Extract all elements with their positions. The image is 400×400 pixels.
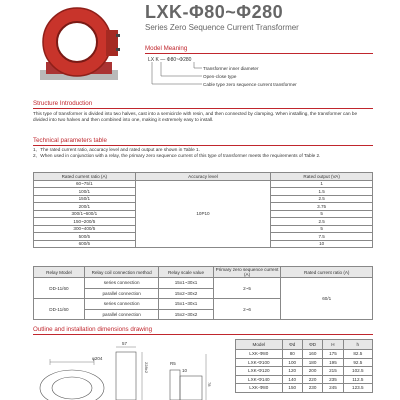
dimension-drawing xyxy=(30,340,230,400)
t3-cell: 235 xyxy=(323,375,343,384)
t2-model: DD-11/60 xyxy=(34,278,85,299)
t1-output: 7.5 xyxy=(271,233,373,241)
t1-ratio: 100/1 xyxy=(34,188,136,196)
t3-cell: LXK-Φ120 xyxy=(236,367,283,376)
t3-cell: LXK-Φ80 xyxy=(236,384,283,393)
t1-output: 5 xyxy=(271,210,373,218)
t3-cell: 215 xyxy=(323,367,343,376)
dim-b: 78 xyxy=(207,382,212,387)
t1-ratio: 150~200/5 xyxy=(34,218,136,226)
t1-header-output: Rated output (VA) xyxy=(271,173,373,181)
t2-scale: 15x1~30x1 xyxy=(159,299,213,310)
t1-header-ratio: Rated current ratio (A) xyxy=(34,173,136,181)
structure-heading: Structure Introduction xyxy=(33,100,93,107)
t2-method: series connection xyxy=(84,278,159,289)
t3-header-D: ΦD xyxy=(302,340,322,350)
technical-heading: Technical parameters table xyxy=(33,137,107,144)
t2-scale: 15x1~30x1 xyxy=(159,278,213,289)
t3-cell: 195 xyxy=(323,358,343,367)
t2-header-scale: Relay scale value xyxy=(159,267,213,278)
model-label-cable-type: Cable type zero sequence current transformer xyxy=(203,82,297,87)
t1-output: 3.75 xyxy=(271,203,373,211)
t1-ratio: 150/1 xyxy=(34,195,136,203)
t3-cell: LXK-Φ80 xyxy=(236,350,283,359)
t3-cell: 120 xyxy=(282,367,302,376)
t2-method: parallel connection xyxy=(84,288,159,299)
table-row xyxy=(34,180,373,188)
outline-heading: Outline and installation dimensions drawing xyxy=(33,326,153,333)
dim-width: 57 xyxy=(122,341,128,346)
technical-note-1: 1、The rated current ratio, accuracy level and rated output are shown in Table 1. xyxy=(33,147,200,152)
t3-cell: 230 xyxy=(302,384,322,393)
structure-rule xyxy=(33,108,373,109)
t3-cell: 112.5 xyxy=(343,375,372,384)
t2-scale: 15x2~30x2 xyxy=(159,309,213,320)
t3-cell: 200 xyxy=(302,367,322,376)
t1-output: 2.5 xyxy=(271,195,373,203)
t1-header-accuracy: Accuracy level xyxy=(135,173,271,181)
page-subtitle: Series Zero Sequence Current Transformer xyxy=(145,23,299,32)
table-row xyxy=(236,384,373,393)
t1-ratio: 300~400/5 xyxy=(34,225,136,233)
t2-header-model: Relay Model xyxy=(34,267,85,278)
t2-model: DD-11/60 xyxy=(34,299,85,320)
t3-cell: 100 xyxy=(282,358,302,367)
t3-cell: 102.5 xyxy=(343,367,372,376)
t2-primary: 2~5 xyxy=(213,278,281,299)
page-title: LXK-Φ80~Φ280 xyxy=(145,2,284,22)
t3-cell: 160 xyxy=(302,350,322,359)
t2-scale: 15x2~30x2 xyxy=(159,288,213,299)
model-meaning-rule xyxy=(145,53,373,54)
t2-ratio: 60/1 xyxy=(281,278,373,320)
table-row xyxy=(236,350,373,359)
table-row xyxy=(236,367,373,376)
t2-header-method: Relay coil connection method xyxy=(84,267,159,278)
t2-header-primary: Primary zero sequence current (A) xyxy=(213,267,281,278)
t3-header-h: h xyxy=(343,340,372,350)
product-photo xyxy=(30,4,125,86)
dim-10: 10 xyxy=(182,368,188,373)
t3-cell: 92.5 xyxy=(343,358,372,367)
table-row xyxy=(34,278,373,289)
relay-table xyxy=(33,266,373,320)
t2-method: series connection xyxy=(84,299,159,310)
t3-cell: LXK-Φ140 xyxy=(236,375,283,384)
t2-method: parallel connection xyxy=(84,309,159,320)
t1-output: 5 xyxy=(271,225,373,233)
t1-accuracy: 10P10 xyxy=(135,180,271,248)
t3-header-H: H xyxy=(323,340,343,350)
model-leader-lines xyxy=(148,62,204,92)
technical-rule xyxy=(33,145,373,146)
table-row xyxy=(236,358,373,367)
t1-ratio: 600/5 xyxy=(34,240,136,248)
t1-output: 2.5 xyxy=(271,218,373,226)
t3-header-d: Φd xyxy=(282,340,302,350)
outline-rule xyxy=(33,334,373,335)
t3-cell: 150 xyxy=(282,384,302,393)
model-label-diameter: Transformer inner diameter xyxy=(203,66,259,71)
dimensions-table xyxy=(235,339,373,393)
t3-cell: 175 xyxy=(323,350,343,359)
technical-note-2: 2、When used in conjunction with a relay, the primary zero sequence current of this type of transformer meets the requirements of Table 2. xyxy=(33,153,321,158)
dim-radius: R5 xyxy=(170,361,176,366)
t1-ratio: 500/5 xyxy=(34,233,136,241)
t2-primary: 2~6 xyxy=(213,299,281,320)
t3-cell: 82.5 xyxy=(343,350,372,359)
structure-text: This type of transformer is divided into two halves, cast into a semicircle with resin, and then connected by clamping. When installing, the transformer can be divided into two halves and then combined into one, making it extremely easy to install. xyxy=(33,111,358,122)
t1-output: 1.5 xyxy=(271,188,373,196)
rated-current-table xyxy=(33,172,373,248)
t1-ratio: 60~75/1 xyxy=(34,180,136,188)
t3-cell: 80 xyxy=(282,350,302,359)
t3-cell: 123.5 xyxy=(343,384,372,393)
model-label-open-close: Open-close type xyxy=(203,74,237,79)
model-meaning-heading: Model Meaning xyxy=(145,45,188,52)
t3-cell: LXK-Φ100 xyxy=(236,358,283,367)
model-code: LX K — Φ80~Φ280 xyxy=(148,57,192,63)
t3-cell: 180 xyxy=(302,358,322,367)
t3-cell: 140 xyxy=(282,375,302,384)
t2-header-ratio: Rated current ratio (A) xyxy=(281,267,373,278)
dim-height: 228±2 xyxy=(144,362,149,374)
t3-header-model: Model xyxy=(236,340,283,350)
dim-od: φ204 xyxy=(92,356,103,361)
t1-ratio: 200/1 xyxy=(34,203,136,211)
t1-output: 10 xyxy=(271,240,373,248)
t1-output: 1 xyxy=(271,180,373,188)
t3-cell: 245 xyxy=(323,384,343,393)
table-row xyxy=(236,375,373,384)
t1-ratio: 300/1~600/1 xyxy=(34,210,136,218)
t3-cell: 220 xyxy=(302,375,322,384)
